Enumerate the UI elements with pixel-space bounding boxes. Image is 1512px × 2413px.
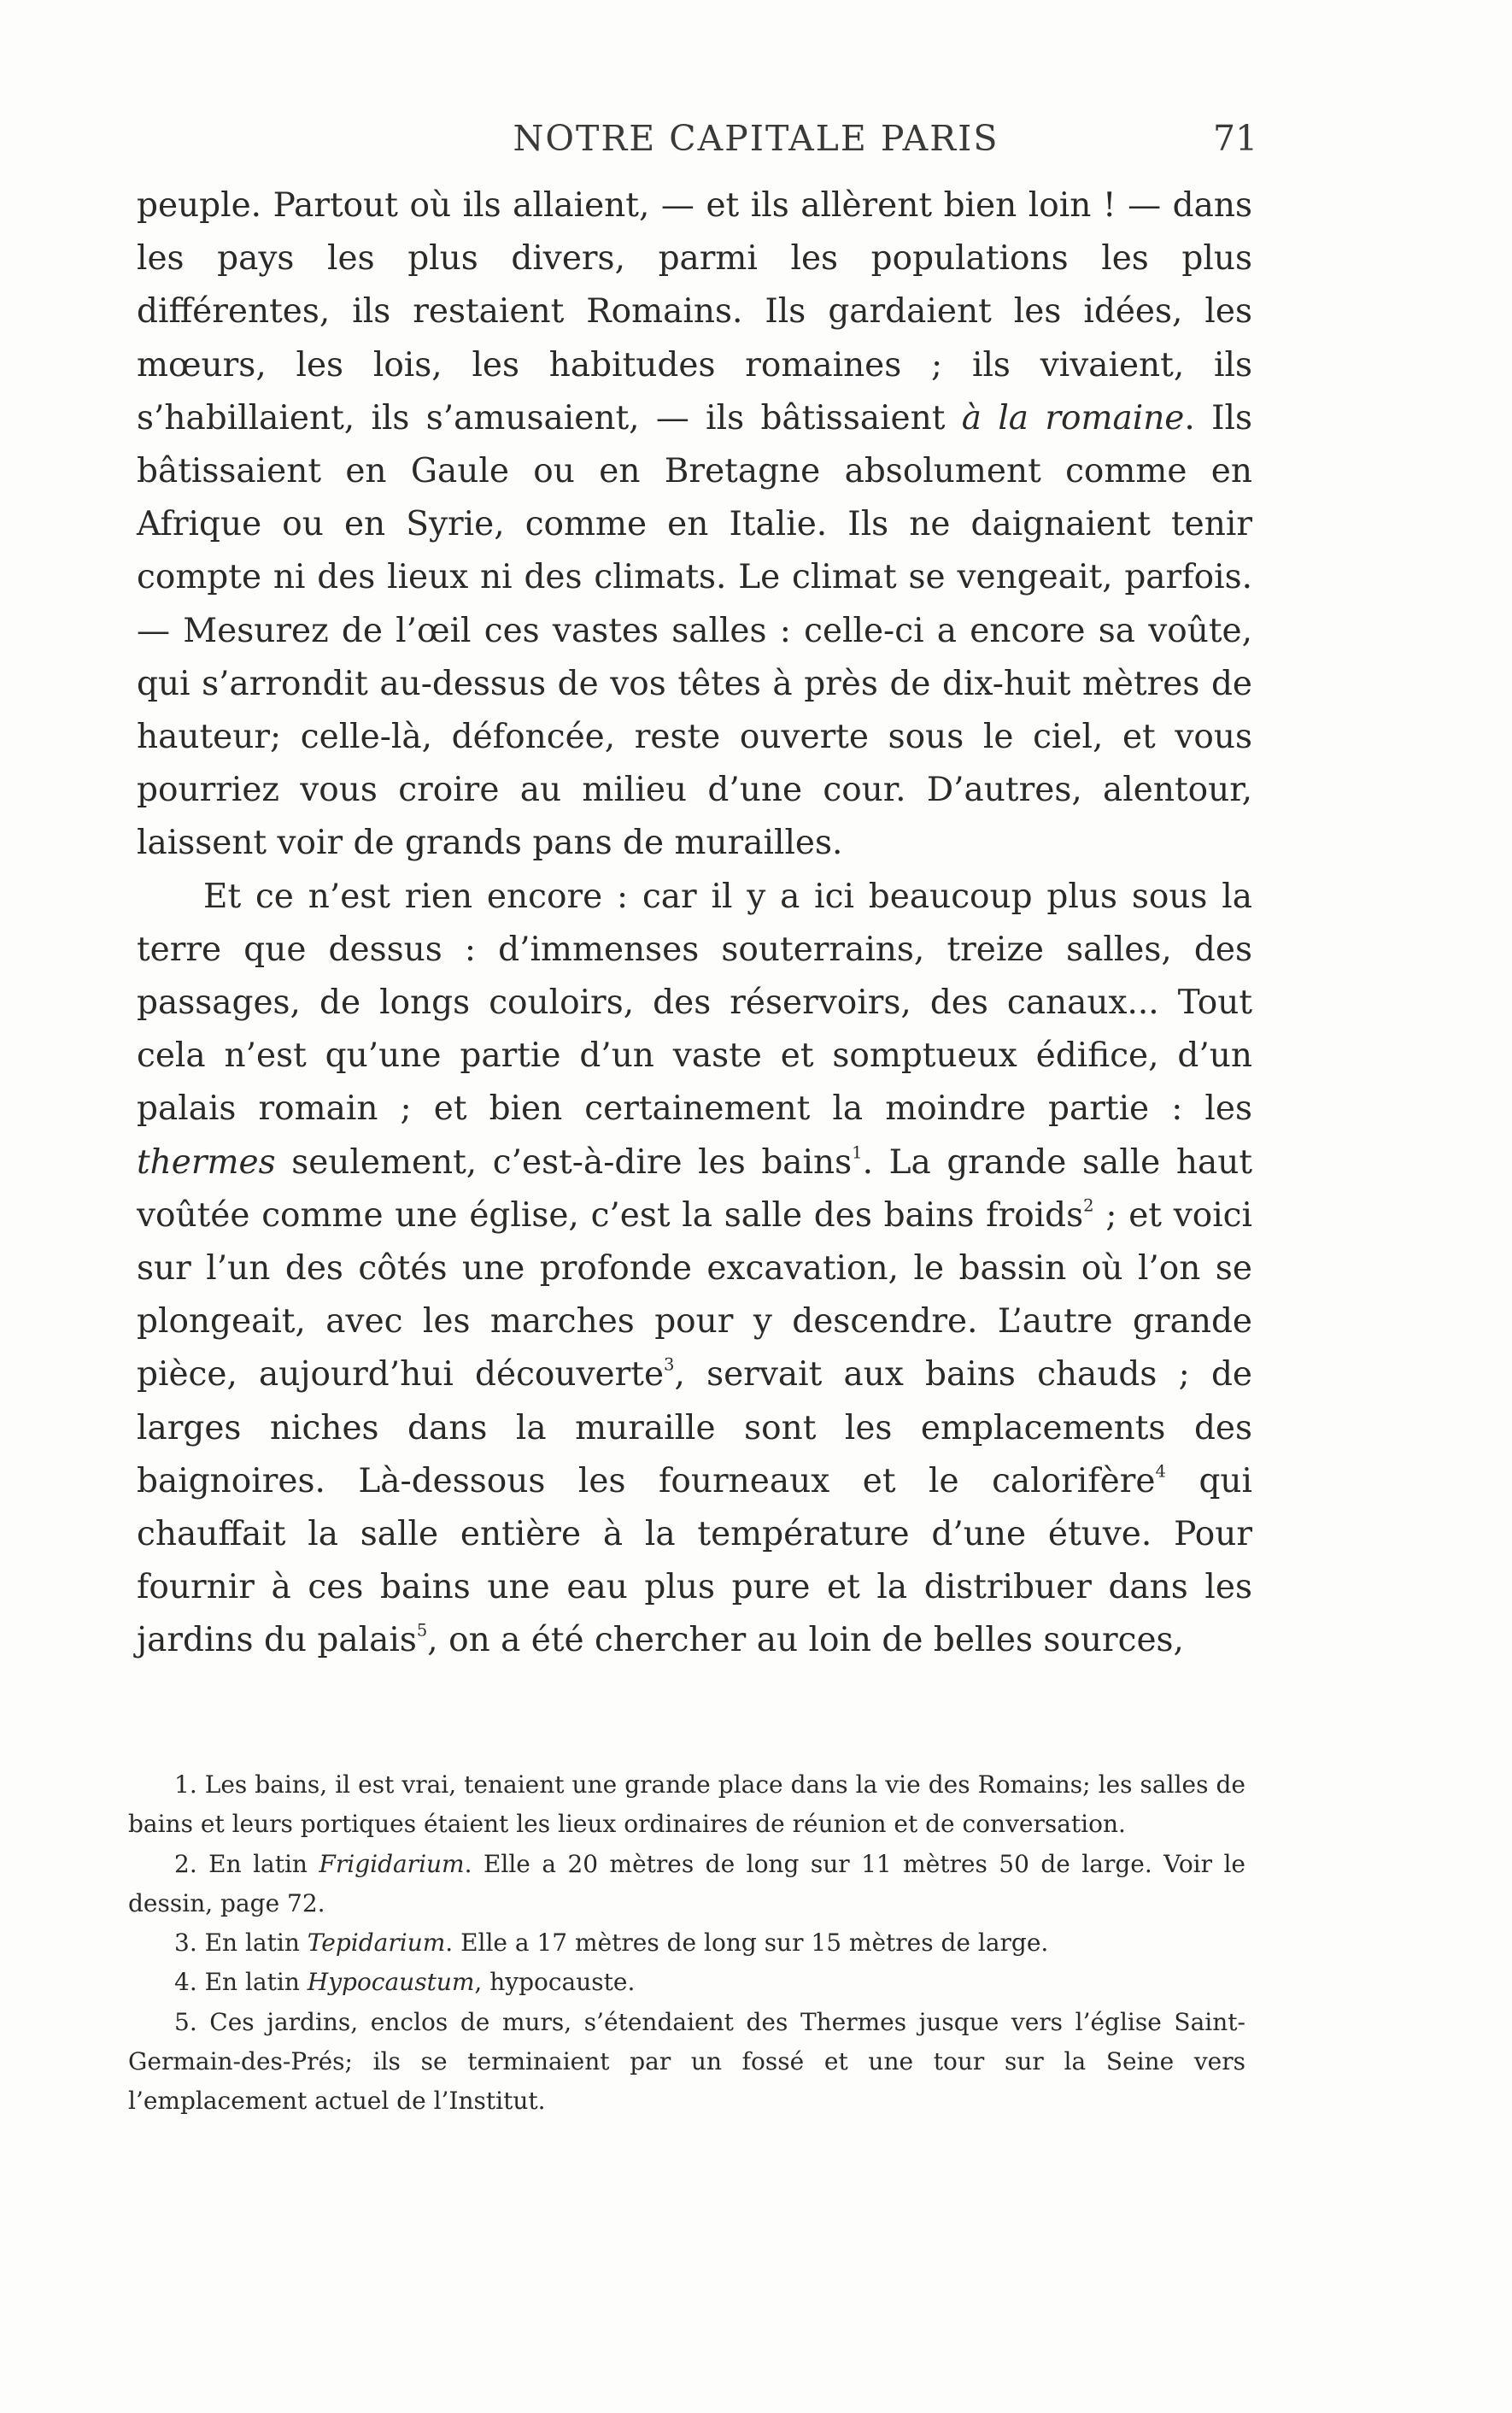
paragraph-1 (137, 179, 1252, 871)
running-head (0, 118, 1512, 169)
p2-text-c: . La grande salle haut voûtée comme une église, c’est la salle des bains froids (137, 1142, 1253, 1235)
p1-text-b: . Ils bâtissaient en Gaule ou en Bretagne absolument comme en Afrique ou en Syrie, comme en Italie. Ils ne daignaient tenir compte ni des lieux ni des climats. Le climat se vengeait, parfois. — Mesurez de l’œil ces vastes salles : celle-ci a encore sa voûte, qui s’arrondit au-dessus de vos têtes à près de dix-huit mètres de hauteur; celle-là, défoncée, reste ouverte sous le ciel, et vous pourriez vous croire au milieu d’une cour. D’autres, alentour, laissent voir de grands pans de murailles. (137, 398, 1252, 863)
fn2-italic: Frigidarium (319, 1849, 465, 1878)
fn4-italic: Hypocaustum (307, 1968, 475, 1997)
footnote-5: 5. Ces jardins, enclos de murs, s’étendaient des Thermes jusque vers l’église Saint-Germain-des-Prés; ils se terminaient par un fossé et une tour sur la Seine vers l’emplacement actuel de l’Institut. (128, 2007, 1245, 2116)
p2-text-a: Et ce n’est rien encore : car il y a ici beaucoup plus sous la terre que dessus : d’immenses souterrains, treize salles, des passages, de longs couloirs, des réservoirs, des canaux... Tout cela n’est qu’une partie d’un vaste et somptueux édifice, d’un palais romain ; et bien certainement la moindre partie : les (137, 877, 1252, 1129)
running-title: NOTRE CAPITALE PARIS (513, 118, 999, 159)
footnote-ref-4: 4 (1155, 1461, 1166, 1482)
fn2-text-a: 2. En latin (174, 1849, 319, 1878)
footnotes (128, 1765, 1245, 2122)
fn3-italic: Tepidarium (307, 1929, 446, 1958)
p2-text-f: qui chauffait la salle entière à la température d’une étuve. Pour fournir à ces bains une eau plus pure et la distribuer dans les jardins du palais (137, 1461, 1252, 1660)
footnote-3 (128, 1923, 1245, 1963)
footnote-ref-1: 1 (852, 1142, 863, 1163)
p2-italic-thermes: thermes (137, 1142, 276, 1182)
footnote-ref-2: 2 (1083, 1195, 1094, 1216)
p1-italic: à la romaine (961, 398, 1185, 437)
p2-text-g: , on a été chercher au loin de belles sources, (427, 1621, 1184, 1660)
p2-text-b: seulement, c’est-à-dire les bains (275, 1142, 853, 1182)
footnote-2 (128, 1845, 1245, 1924)
footnote-ref-5: 5 (416, 1620, 428, 1641)
fn4-text-b: , hypocauste. (474, 1968, 636, 1997)
footnote-1: 1. Les bains, il est vrai, tenaient une grande place dans la vie des Romains; les salles de bains et leurs portiques étaient les lieux ordinaires de réunion et de conversation. (128, 1770, 1245, 1839)
paragraph-2 (137, 871, 1252, 1668)
p2-text-d: ; et voici sur l’un des côtés une profonde excavation, le bassin où l’on se plongeait, avec les marches pour y descendre. L’autre grande pièce, aujourd’hui découverte (137, 1195, 1252, 1394)
p1-text-a: peuple. Partout où ils allaient, — et ils allèrent bien loin ! — dans les pays les plus divers, parmi les populations les plus différentes, ils restaient Romains. Ils gardaient les idées, les mœurs, les lois, les habitudes romaines ; ils vivaient, ils s’habillaient, ils s’amusaient, — ils bâtissaient (137, 186, 1252, 437)
fn4-text-a: 4. En latin (174, 1968, 308, 1997)
fn3-text-a: 3. En latin (174, 1929, 308, 1958)
p2-text-e: , servait aux bains chauds ; de larges niches dans la muraille sont les emplacements des baignoires. Là-dessous les fourneaux et le calorifère (137, 1355, 1253, 1500)
page-number: 71 (1213, 118, 1258, 159)
footnote-ref-3: 3 (664, 1354, 675, 1375)
body-text (137, 179, 1252, 1668)
fn3-text-b: . Elle a 17 mètres de long sur 15 mètres de large. (445, 1929, 1049, 1958)
footnote-4 (128, 1963, 1245, 2002)
fn2-text-b: . Elle a 20 mètres de long sur 11 mètres 50 de large. Voir le dessin, page 72. (128, 1849, 1245, 1917)
